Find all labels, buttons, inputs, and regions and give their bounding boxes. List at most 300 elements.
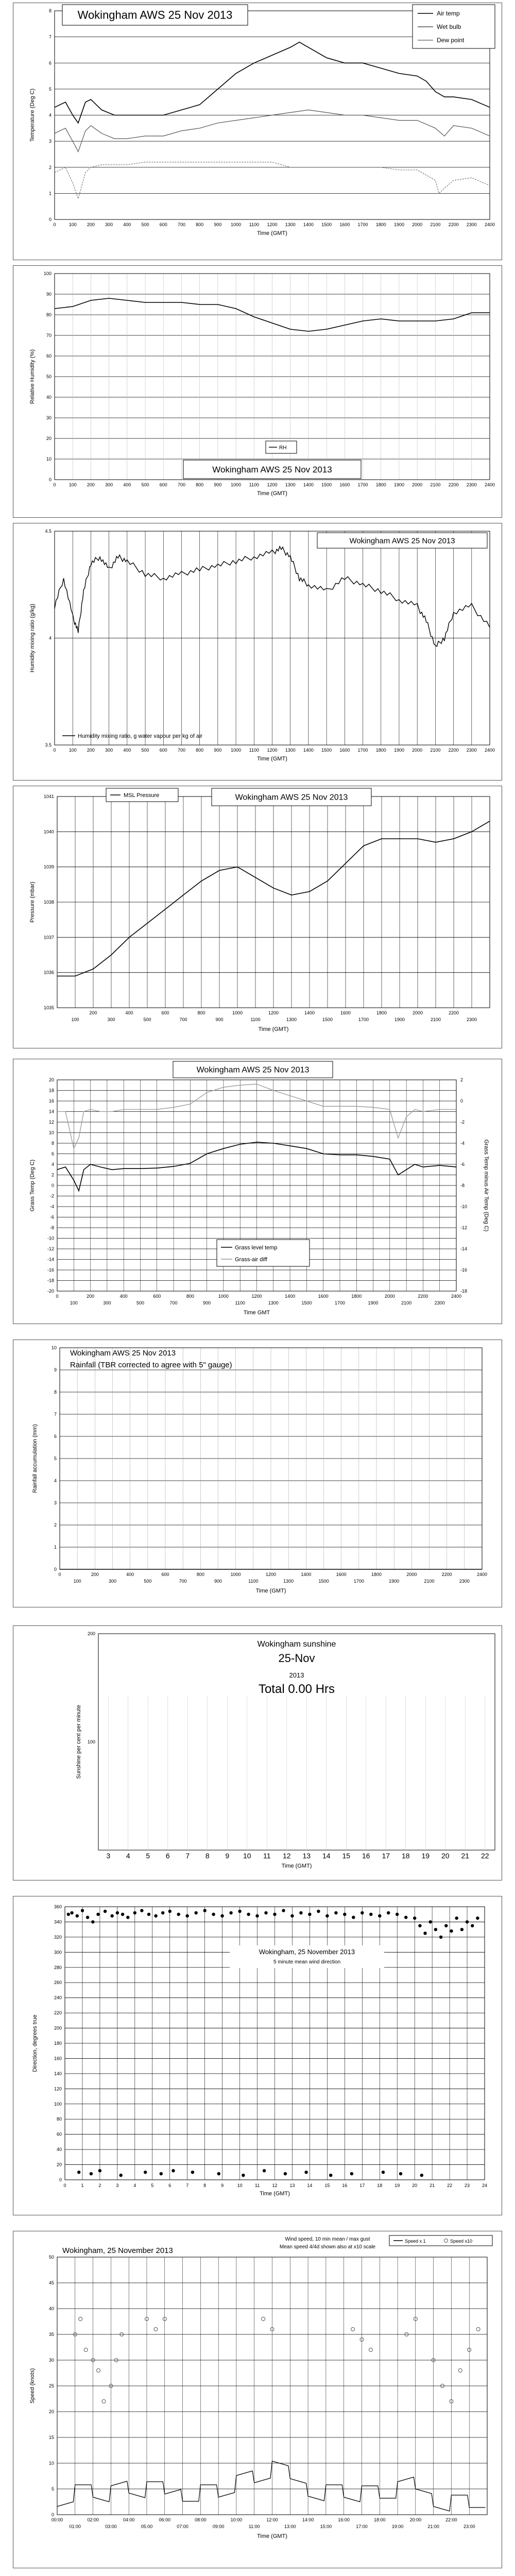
legend-label: Humidity mixing ratio, g water vapour per kg of air [78, 733, 203, 739]
y-tick-label: 120 [54, 2086, 62, 2092]
x-tick-label: 800 [196, 222, 204, 227]
chart-title: Wokingham, 25 November 2013 [259, 1948, 355, 1956]
y-axis-label: Pressure (mbar) [29, 882, 36, 923]
x-tick-label: 1400 [301, 1572, 312, 1577]
x-tick-label: 1800 [351, 1294, 362, 1299]
x-tick-label: 1700 [357, 748, 368, 753]
x-tick-label: 600 [161, 1572, 169, 1577]
y-tick-label: 10 [48, 2461, 54, 2466]
x-tick-label: 1200 [267, 222, 278, 227]
speed-x10-point [154, 2328, 158, 2331]
wind-direction-point [98, 2169, 101, 2172]
x-tick-label: 500 [141, 748, 149, 753]
y-tick-label: 4 [48, 635, 52, 641]
x-tick-label: 7 [185, 1852, 190, 1860]
x-tick-label: 16 [342, 2183, 348, 2188]
y-tick-label: 8 [51, 1141, 54, 1146]
x-tick-label: 1000 [232, 1010, 243, 1015]
y2-tick-label: 0 [460, 1098, 464, 1104]
wind-direction-point [264, 1911, 267, 1914]
y-tick-label: 5 [54, 1456, 57, 1461]
y-tick-label: 1038 [43, 900, 54, 905]
chart-year: 2013 [289, 1671, 304, 1679]
y-tick-label: 3 [54, 1500, 57, 1505]
x-tick-label: 1100 [250, 1017, 261, 1022]
y2-tick-label: 2 [460, 1077, 464, 1082]
x-tick-label: 1000 [231, 482, 242, 487]
x-tick-label: 1300 [285, 222, 296, 227]
x-tick-label: 500 [136, 1300, 144, 1306]
series-dew-point [55, 162, 490, 199]
x-tick-label: 800 [196, 748, 204, 753]
x-tick-label: 1000 [230, 1572, 241, 1577]
y-tick-label: 4 [51, 1162, 54, 1167]
x-tick-label: 6 [168, 2183, 171, 2188]
x-tick-label: 1800 [375, 222, 386, 227]
y-tick-label: 180 [54, 2041, 62, 2046]
legend-label: Grass level temp [235, 1245, 278, 1251]
y-tick-label: 5 [51, 2486, 54, 2492]
pressure-chart-panel [13, 786, 502, 1048]
chart-note: Mean speed 4/4d shown also at x10 scale [279, 2244, 376, 2250]
y-tick-label: -18 [47, 1278, 54, 1283]
y2-tick-label: -6 [460, 1162, 465, 1167]
x-tick-label: 800 [196, 482, 204, 487]
x-tick-label: 16:00 [338, 2517, 350, 2522]
wind-direction-point [399, 2172, 402, 2175]
y-axis-label: Humidity mixing ratio (g/kg) [29, 603, 36, 673]
x-tick-label: 100 [68, 748, 77, 753]
x-tick-label: 1900 [393, 748, 404, 753]
legend-label: RH [279, 445, 287, 451]
x-tick-label: 7 [186, 2183, 189, 2188]
x-tick-label: 600 [153, 1294, 161, 1299]
wind-direction-point [304, 2171, 307, 2174]
x-tick-label: 500 [141, 222, 149, 227]
x-tick-label: 1700 [357, 482, 368, 487]
y-tick-label: 1039 [43, 864, 54, 870]
wind-direction-point [77, 2171, 80, 2174]
x-tick-label: 1300 [268, 1300, 279, 1306]
y-tick-label: 15 [48, 2435, 54, 2440]
x-tick-label: 0 [63, 2183, 66, 2188]
x-tick-label: 21 [461, 1852, 470, 1860]
wind-direction-point [171, 2169, 175, 2172]
y-axis-label: Sunshine per cent per minute [76, 1705, 82, 1779]
legend-label: Wet bulb [437, 23, 461, 30]
x-tick-label: 200 [91, 1572, 99, 1577]
x-axis-label: Time (GMT) [281, 1863, 312, 1869]
x-tick-label: 2300 [466, 482, 477, 487]
y-tick-label: 45 [48, 2280, 54, 2285]
x-tick-label: 14 [307, 2183, 313, 2188]
x-tick-label: 2200 [418, 1294, 428, 1299]
x-tick-label: 2000 [406, 1572, 417, 1577]
wind-direction-point [212, 1913, 215, 1916]
wind-direction-point [282, 1909, 285, 1912]
grass-temp-chart-panel [13, 1059, 502, 1324]
x-tick-label: 200 [87, 748, 95, 753]
x-tick-label: 17 [359, 2183, 365, 2188]
chart-note: Wind speed, 10 min mean / max gust [285, 2236, 370, 2242]
x-axis-label: Time GMT [243, 1310, 270, 1316]
chart-title: Wokingham sunshine [257, 1640, 336, 1649]
x-tick-label: 1100 [249, 482, 259, 487]
speed-x10-point [369, 2348, 372, 2352]
wind-direction-point [308, 1913, 311, 1916]
wind-direction-point [96, 1913, 99, 1916]
x-tick-label: 1500 [321, 748, 332, 753]
x-tick-label: 6 [165, 1852, 170, 1860]
x-tick-label: 21:00 [427, 2524, 439, 2529]
wind-direction-point [378, 1914, 381, 1918]
x-tick-label: 400 [126, 1572, 134, 1577]
x-tick-label: 300 [105, 748, 113, 753]
x-tick-label: 300 [107, 1017, 115, 1022]
wind-direction-point [455, 1917, 458, 1920]
wind-direction-point [220, 1914, 224, 1918]
x-tick-label: 19:00 [391, 2524, 404, 2529]
y-tick-label: 60 [46, 353, 52, 359]
mixing-ratio-chart [13, 523, 502, 780]
wind-direction-point [471, 1924, 474, 1927]
x-axis-label: Time (GMT) [257, 756, 287, 762]
x-tick-label: 12 [272, 2183, 278, 2188]
y-tick-label: 360 [54, 1904, 62, 1909]
chart-title: Wokingham AWS 25 Nov 2013 [196, 1065, 310, 1075]
y-tick-label: 10 [48, 1130, 54, 1136]
y-tick-label: 4.5 [45, 529, 52, 534]
x-tick-label: 1000 [218, 1294, 229, 1299]
x-tick-label: 700 [177, 482, 185, 487]
y-tick-label: 1 [54, 1545, 57, 1550]
x-tick-label: 600 [159, 222, 167, 227]
rainfall-chart-panel [13, 1340, 502, 1607]
x-axis-label: Time (GMT) [260, 2191, 290, 2197]
wind-direction-point [147, 1913, 150, 1916]
y-axis-label: Speed (knots) [29, 2368, 36, 2404]
wind-direction-point [121, 1913, 124, 1916]
wind-direction-point [238, 1910, 241, 1913]
wind-direction-point [434, 1928, 437, 1931]
y2-tick-label: -14 [460, 1246, 468, 1251]
x-axis-label: Time (GMT) [257, 230, 287, 236]
wind-direction-point [144, 2171, 147, 2174]
x-tick-label: 1200 [265, 1572, 277, 1577]
x-tick-label: 1600 [336, 1572, 347, 1577]
x-tick-label: 300 [105, 482, 113, 487]
y-axis-label: Grass Temp (Deg C) [29, 1159, 36, 1212]
x-tick-label: 9 [221, 2183, 224, 2188]
x-tick-label: 04:00 [123, 2517, 135, 2522]
x-tick-label: 300 [103, 1300, 111, 1306]
x-tick-label: 1200 [268, 1010, 279, 1015]
x-tick-label: 22:00 [445, 2517, 457, 2522]
x-tick-label: 2300 [459, 1579, 470, 1584]
x-tick-label: 2000 [412, 748, 423, 753]
x-tick-label: 1900 [389, 1579, 400, 1584]
wind-direction-point [104, 1910, 107, 1913]
x-tick-label: 13 [302, 1852, 311, 1860]
wind-direction-point [126, 1916, 129, 1919]
y-tick-label: 1 [48, 191, 52, 196]
x-tick-label: 0 [53, 748, 56, 753]
wind-direction-point [119, 2174, 123, 2177]
x-tick-label: 500 [143, 1017, 151, 1022]
x-tick-label: 100 [71, 1017, 79, 1022]
y-tick-label: 50 [46, 374, 52, 379]
y-tick-label: 1035 [43, 1005, 54, 1010]
y-tick-label: 80 [46, 312, 52, 317]
series-speed-x1 [57, 2461, 486, 2511]
x-tick-label: 1300 [285, 482, 296, 487]
y-tick-label: 2 [48, 164, 52, 170]
wind-speed-chart-panel [13, 2231, 502, 2568]
y-tick-label: 140 [54, 2071, 62, 2076]
y-tick-label: -20 [47, 1289, 54, 1294]
wind-direction-point [382, 2171, 385, 2174]
y-tick-label: 4 [54, 1478, 57, 1483]
x-tick-label: 14:00 [302, 2517, 314, 2522]
x-tick-label: 1600 [318, 1294, 329, 1299]
wind-direction-point [299, 1911, 302, 1914]
chart-date: 25-Nov [278, 1652, 315, 1665]
x-tick-label: 100 [68, 222, 77, 227]
x-tick-label: 900 [214, 482, 222, 487]
wind-direction-point [360, 1911, 364, 1914]
y-tick-label: 3.5 [45, 742, 52, 748]
wind-direction-point [203, 1909, 207, 1912]
wind-direction-point [168, 1910, 171, 1913]
y-tick-label: 5 [48, 86, 52, 92]
mixing-ratio-chart-panel [13, 523, 502, 781]
x-tick-label: 1800 [371, 1572, 382, 1577]
x-tick-label: 2100 [401, 1300, 412, 1306]
x-tick-label: 1600 [339, 748, 350, 753]
y2-tick-label: -16 [460, 1267, 468, 1273]
x-tick-label: 15 [324, 2183, 330, 2188]
x-tick-label: 18:00 [373, 2517, 386, 2522]
wind-direction-point [133, 1911, 136, 1914]
x-tick-label: 06:00 [159, 2517, 171, 2522]
x-axis-label: Time (GMT) [255, 1588, 286, 1594]
x-tick-label: 700 [179, 1579, 187, 1584]
x-tick-label: 1100 [249, 222, 259, 227]
x-tick-label: 2000 [384, 1294, 395, 1299]
x-tick-label: 2000 [412, 482, 423, 487]
x-tick-label: 20 [412, 2183, 418, 2188]
speed-x10-point [458, 2369, 462, 2372]
y-tick-label: 14 [48, 1109, 54, 1114]
x-tick-label: 1700 [357, 222, 368, 227]
sunshine-chart [13, 1626, 502, 1880]
y-tick-label: 16 [48, 1098, 54, 1104]
y-tick-label: 280 [54, 1964, 62, 1970]
x-tick-label: 1200 [267, 482, 278, 487]
humidity-chart-panel [13, 265, 502, 518]
x-tick-label: 21 [430, 2183, 435, 2188]
chart-title: Wokingham AWS 25 Nov 2013 [349, 536, 455, 546]
y2-tick-label: -8 [460, 1183, 465, 1188]
x-tick-label: 1 [81, 2183, 84, 2188]
series-air-temp [55, 42, 490, 123]
x-tick-label: 2200 [448, 1010, 459, 1015]
x-tick-label: 200 [87, 482, 95, 487]
x-tick-label: 2100 [424, 1579, 435, 1584]
x-tick-label: 900 [214, 1579, 222, 1584]
x-tick-label: 1700 [358, 1017, 369, 1022]
wind-direction-point [429, 1920, 432, 1923]
x-tick-label: 19 [421, 1852, 430, 1860]
speed-x10-point [97, 2369, 100, 2372]
y-tick-label: 20 [46, 436, 52, 441]
x-tick-label: 24 [482, 2183, 488, 2188]
chart-title: Wokingham AWS 25 Nov 2013 [70, 1349, 176, 1358]
wind-direction-point [329, 2174, 332, 2177]
wind-direction-point [460, 1928, 464, 1931]
speed-x10-point [476, 2328, 480, 2331]
wind-direction-point [352, 1916, 355, 1919]
wind-direction-point [413, 1917, 416, 1920]
wind-direction-point [387, 1911, 390, 1914]
wind-direction-point [247, 1913, 250, 1916]
y-tick-label: 3 [48, 139, 52, 144]
x-tick-label: 1300 [283, 1579, 294, 1584]
y-tick-label: 300 [54, 1950, 62, 1955]
wind-direction-point [161, 1911, 164, 1914]
x-tick-label: 11:00 [248, 2524, 260, 2529]
wind-direction-point [177, 1913, 180, 1916]
x-tick-label: 400 [119, 1294, 128, 1299]
x-tick-label: 1900 [393, 482, 404, 487]
wind-direction-point [273, 1913, 276, 1916]
wind-direction-point [111, 1914, 114, 1918]
x-tick-label: 0 [58, 1572, 61, 1577]
y-tick-label: 20 [48, 2409, 54, 2414]
x-tick-label: 300 [108, 1579, 117, 1584]
temperature-chart-panel [13, 3, 502, 260]
x-tick-label: 13:00 [284, 2524, 296, 2529]
y-tick-label: -4 [49, 1204, 54, 1209]
y2-tick-label: -10 [460, 1204, 468, 1209]
x-tick-label: 2000 [412, 222, 423, 227]
x-tick-label: 12:00 [266, 2517, 278, 2522]
x-tick-label: 14 [322, 1852, 331, 1860]
x-tick-label: 2400 [484, 748, 495, 753]
y-tick-label: -14 [47, 1257, 54, 1262]
wind-direction-point [450, 1929, 453, 1933]
y-tick-label: 4 [48, 112, 52, 118]
y-tick-label: 9 [54, 1367, 57, 1372]
x-tick-label: 03:00 [105, 2524, 117, 2529]
legend-label: Speed x 1 [405, 2239, 426, 2244]
x-tick-label: 1900 [368, 1300, 379, 1306]
y-tick-label: 260 [54, 1980, 62, 1986]
y-tick-label: 70 [46, 333, 52, 338]
y-tick-label: 20 [48, 1077, 54, 1082]
y-tick-label: 18 [48, 1088, 54, 1093]
x-tick-label: 800 [196, 1572, 204, 1577]
x-tick-label: 20:00 [409, 2517, 422, 2522]
x-tick-label: 1900 [393, 222, 404, 227]
y2-tick-label: -2 [460, 1120, 465, 1125]
y-tick-label: 30 [46, 415, 52, 420]
y-tick-label: 100 [54, 2101, 62, 2107]
x-tick-label: 1100 [249, 748, 259, 753]
wind-direction-point [160, 2172, 163, 2175]
x-tick-label: 2300 [466, 1017, 477, 1022]
x-tick-label: 5 [151, 2183, 154, 2188]
y-tick-label: -8 [49, 1225, 54, 1230]
x-tick-label: 1900 [394, 1017, 405, 1022]
x-tick-label: 1600 [340, 1010, 351, 1015]
y-tick-label: 30 [48, 2358, 54, 2363]
x-tick-label: 22 [447, 2183, 453, 2188]
wind-direction-point [439, 1936, 442, 1939]
y-tick-label: 100 [43, 271, 52, 276]
x-tick-label: 400 [123, 748, 131, 753]
x-tick-label: 11 [263, 1852, 271, 1860]
y-tick-label: 35 [48, 2332, 54, 2337]
x-tick-label: 1500 [321, 482, 332, 487]
x-tick-label: 600 [159, 748, 167, 753]
legend-label: MSL Pressure [124, 792, 160, 799]
y-tick-label: 12 [48, 1120, 54, 1125]
x-tick-label: 1500 [301, 1300, 312, 1306]
y-axis-label: Temperature (Deg C) [29, 88, 36, 142]
x-tick-label: 18 [377, 2183, 383, 2188]
x-tick-label: 2400 [451, 1294, 462, 1299]
chart-title: Wokingham AWS 25 Nov 2013 [212, 464, 332, 474]
x-tick-label: 10 [243, 1852, 251, 1860]
x-tick-label: 08:00 [195, 2517, 207, 2522]
x-tick-label: 2000 [412, 1010, 423, 1015]
x-tick-label: 2200 [448, 222, 459, 227]
wind-direction-chart [13, 1896, 502, 2215]
wind-direction-point [334, 1911, 337, 1914]
chart-title: Wokingham AWS 25 Nov 2013 [77, 8, 233, 22]
x-tick-label: 900 [214, 748, 222, 753]
x-tick-label: 1500 [318, 1579, 329, 1584]
x-tick-label: 16 [362, 1852, 370, 1860]
x-tick-label: 800 [197, 1010, 205, 1015]
x-tick-label: 1400 [285, 1294, 296, 1299]
x-axis-label: Time (GMT) [258, 1026, 289, 1032]
x-tick-label: 1000 [231, 748, 242, 753]
y-tick-label: 6 [51, 1151, 54, 1157]
y-tick-label: 10 [46, 456, 52, 462]
x-tick-label: 200 [89, 1010, 97, 1015]
x-tick-label: 200 [87, 1294, 95, 1299]
x-tick-label: 9 [225, 1852, 230, 1860]
y-axis-label: Rainfall accumulation (mm) [32, 1424, 38, 1493]
y2-tick-label: -18 [460, 1289, 468, 1294]
wind-direction-point [91, 1920, 94, 1923]
grass-temp-chart [13, 1059, 502, 1324]
x-tick-label: 400 [125, 1010, 133, 1015]
y-tick-label: 100 [87, 1739, 95, 1744]
x-tick-label: 1600 [339, 222, 350, 227]
x-tick-label: 2200 [441, 1572, 452, 1577]
x-tick-label: 2400 [484, 482, 495, 487]
sunshine-chart-panel [13, 1625, 502, 1880]
speed-x10-point [351, 2328, 355, 2331]
x-tick-label: 700 [169, 1300, 178, 1306]
wind-direction-point [350, 2172, 353, 2175]
wind-direction-point [404, 1916, 407, 1919]
x-tick-label: 00:00 [51, 2517, 63, 2522]
y-tick-label: 25 [48, 2383, 54, 2388]
